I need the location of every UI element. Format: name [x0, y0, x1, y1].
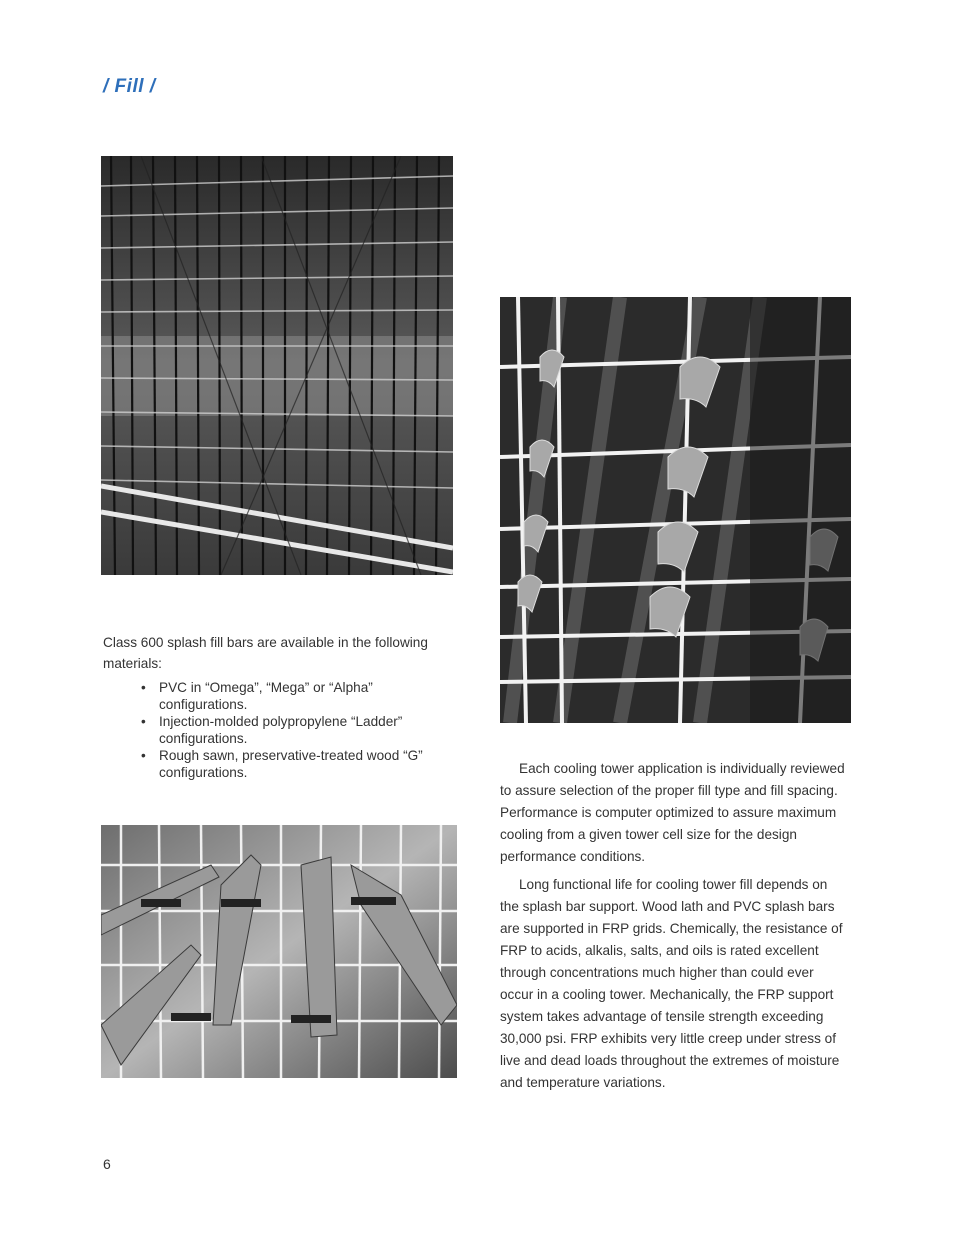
paragraph: Each cooling tower application is individually reviewed to assure selection of the proper fill type and fill spacing. Performance is computer optimized to assure maximum cooling from a given tower cell size for the design performance conditions.: [500, 761, 845, 864]
photo-perforated-splash-bars: [101, 825, 457, 1078]
page-number: 6: [103, 1156, 111, 1172]
fill-description: [500, 758, 846, 1100]
list-item: • Injection-molded polypropylene “Ladder” configurations.: [103, 713, 433, 747]
list-item: • PVC in “Omega”, “Mega” or “Alpha” configurations.: [103, 679, 433, 713]
photo-pvc-splash-bars: [500, 297, 851, 723]
fill-materials-list: [103, 679, 433, 781]
fill-materials-intro: Class 600 splash fill bars are available in the following materials:: [103, 635, 428, 671]
list-item: • Rough sawn, preservative-treated wood “G” configurations.: [103, 747, 433, 781]
section-title: / Fill /: [103, 76, 156, 97]
photo-fill-grid-interior: [101, 156, 453, 575]
paragraph: Long functional life for cooling tower fill depends on the splash bar support. Wood lath and PVC splash bars are supported in FRP grids. Chemically, the resistance of FRP to acids, alkalis, salts, and oils is rated excellent through concentrations much higher than could ever occur in a cooling tower. Mechanically, the FRP support system takes advantage of tensile strength exceeding 30,000 psi. FRP exhibits very little creep under stress of live and dead loads throughout the extremes of moisture and temperature variations.: [500, 877, 843, 1090]
